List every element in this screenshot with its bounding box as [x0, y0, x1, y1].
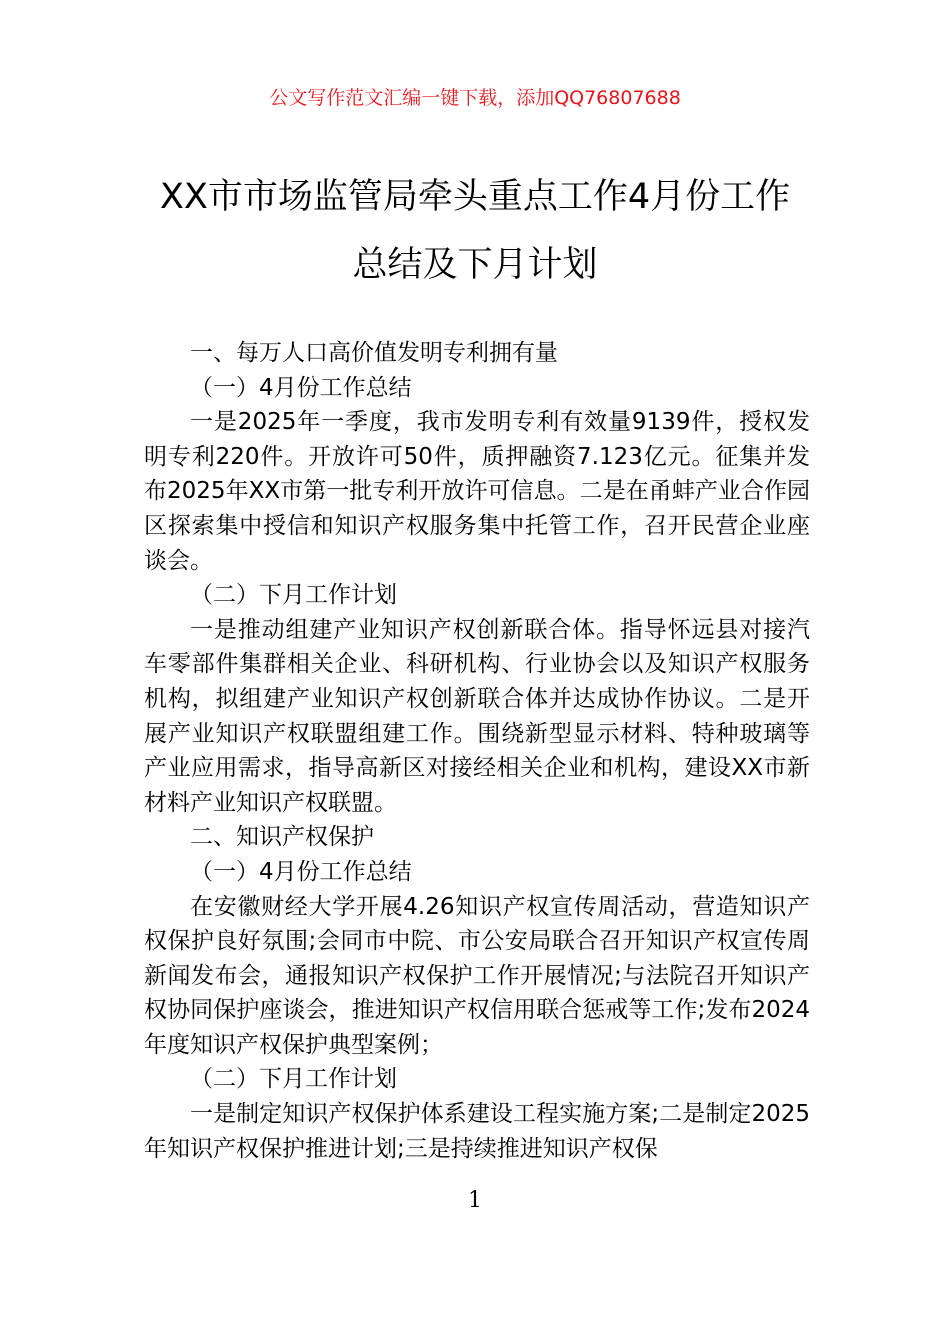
page-number: 1 [468, 1188, 482, 1213]
paragraph: 一是制定知识产权保护体系建设工程实施方案;二是制定2025年知识产权保护推进计划;三是持续推进知识产权保 [144, 1101, 810, 1162]
subsection-heading: （一）4月份工作总结 [190, 374, 412, 401]
paragraph: 一是推动组建产业知识产权创新联合体。指导怀远县对接汽车零部件集群相关企业、科研机构、行业协会以及知识产权服务机构，拟组建产业知识产权创新联合体并达成协作协议。二是开展产业知识产权联盟组建工作。围绕新型显示材料、特种玻璃等产业应用需求，指导高新区对接经相关企业和机构，建设XX市新材料产业知识产权联盟。 [144, 616, 810, 816]
subsection-heading: （二）下月工作计划 [190, 1066, 397, 1093]
section-heading: 二、知识产权保护 [190, 824, 374, 851]
document-title-line-2: 总结及下月计划 [352, 245, 598, 285]
subsection-heading: （一）4月份工作总结 [190, 858, 412, 885]
paragraph: 在安徽财经大学开展4.26知识产权宣传周活动，营造知识产权保护良好氛围;会同市中院、市公安局联合召开知识产权宣传周新闻发布会，通报知识产权保护工作开展情况;与法院召开知识产权协同保护座谈会，推进知识产权信用联合惩戒等工作;发布2024年度知识产权保护典型案例； [144, 893, 810, 1058]
section-heading: 一、每万人口高价值发明专利拥有量 [190, 340, 558, 366]
document-body [144, 336, 810, 1166]
subsection-heading: （二）下月工作计划 [190, 582, 397, 609]
paragraph: 一是2025年一季度，我市发明专利有效量9139件，授权发明专利220件。开放许可50件，质押融资7.123亿元。征集并发布2025年XX市第一批专利开放许可信息。二是在甬蚌产业合作园区探索集中授信和知识产权服务集中托管工作，召开民营企业座谈会。 [144, 409, 810, 574]
download-ad-banner[interactable]: 公文写作范文汇编一键下载，添加QQ76807688 [269, 87, 681, 109]
document-title-line-1: XX市市场监管局牵头重点工作4月份工作 [159, 177, 791, 217]
